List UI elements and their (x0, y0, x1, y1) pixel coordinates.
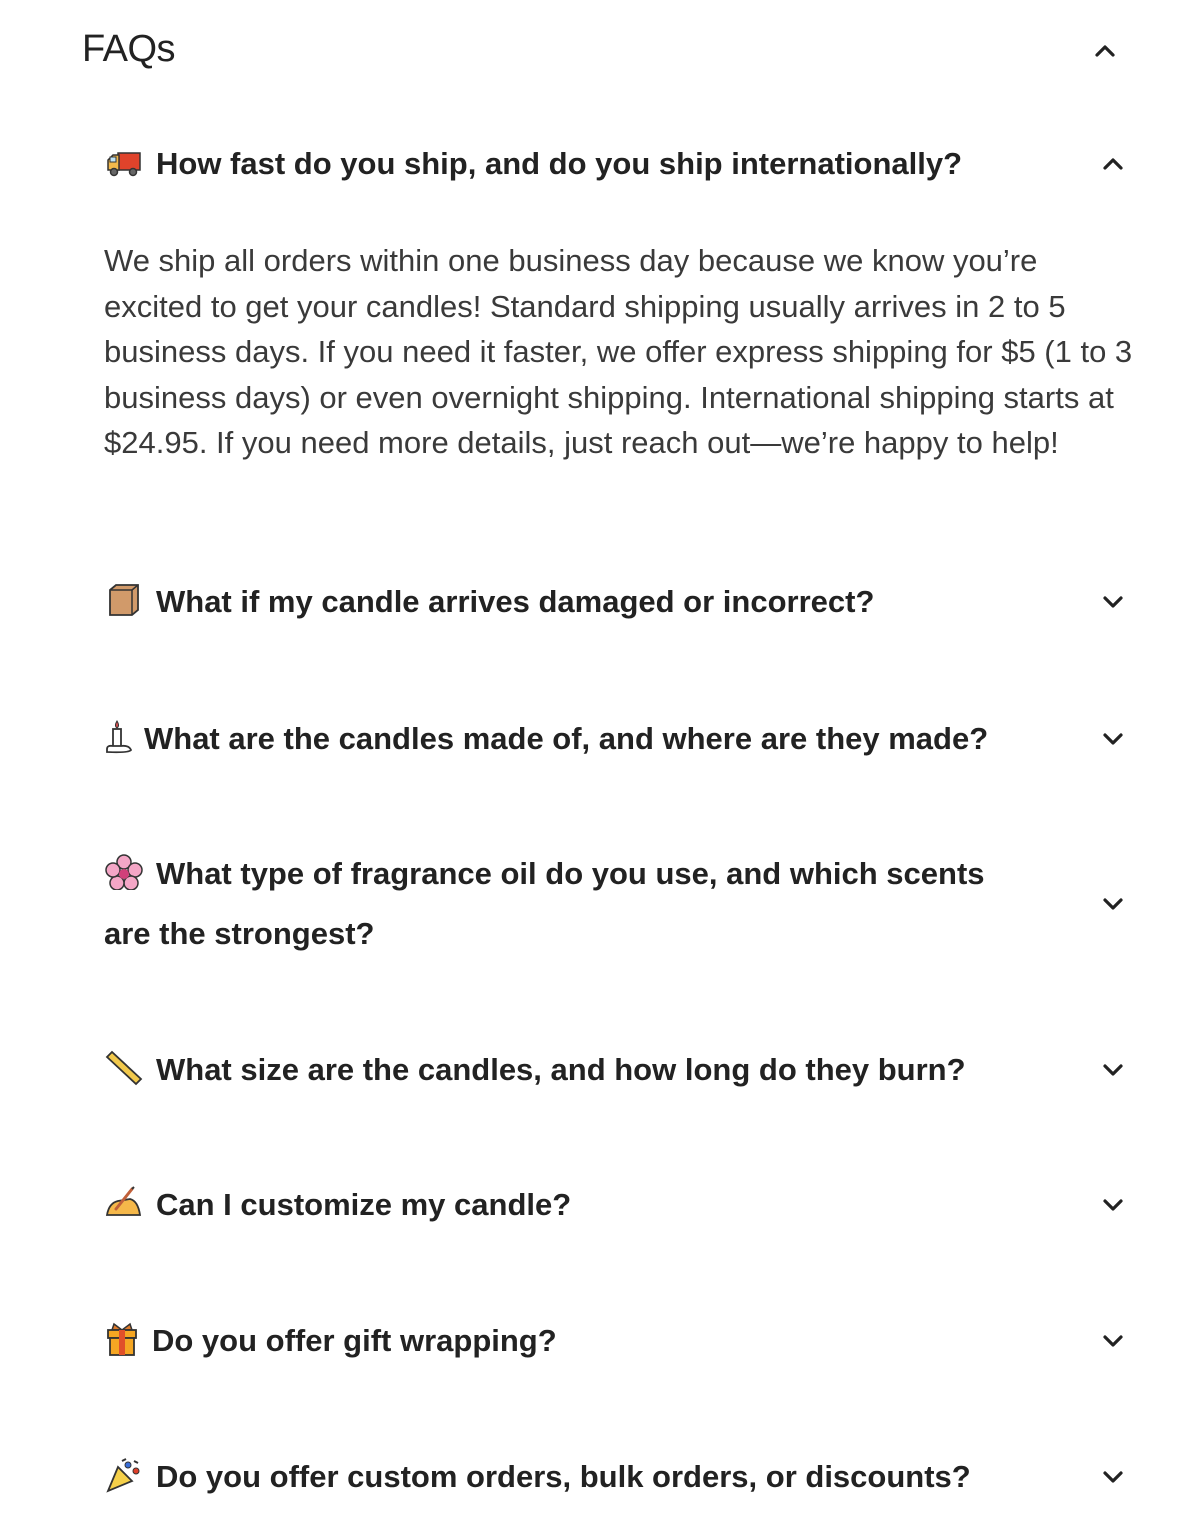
gift-icon (104, 1321, 140, 1357)
faq-item-fragrance (104, 844, 1144, 964)
faq-question-text: Do you offer custom orders, bulk orders, or discounts? (156, 1459, 971, 1494)
faq-item-gift-wrap (104, 1311, 1144, 1371)
faq-section-header[interactable] (82, 22, 1142, 82)
ruler-icon (104, 1050, 144, 1086)
delivery-truck-icon (104, 144, 144, 180)
faq-item-size (104, 1040, 1144, 1100)
faq-question-button[interactable] (104, 1447, 1144, 1507)
faq-question-text: How fast do you ship, and do you ship internationally? (156, 146, 963, 181)
faq-question-button[interactable] (104, 709, 1144, 769)
chevron-down-icon[interactable] (1098, 724, 1128, 754)
chevron-up-icon[interactable] (1098, 149, 1128, 179)
package-icon (104, 582, 144, 618)
faq-question-text: What if my candle arrives damaged or incorrect? (156, 584, 875, 619)
faq-question-button[interactable] (104, 1040, 1144, 1100)
faq-item-shipping (104, 134, 1144, 466)
chevron-down-icon[interactable] (1098, 1462, 1128, 1492)
chevron-up-icon[interactable] (1090, 36, 1120, 66)
chevron-down-icon[interactable] (1098, 1055, 1128, 1085)
chevron-down-icon[interactable] (1098, 889, 1128, 919)
faq-question-button[interactable] (104, 1311, 1144, 1371)
chevron-down-icon[interactable] (1098, 1326, 1128, 1356)
faq-item-materials (104, 709, 1144, 769)
faq-question-text: Do you offer gift wrapping? (152, 1323, 557, 1358)
faq-item-damaged (104, 572, 1144, 632)
chevron-down-icon[interactable] (1098, 587, 1128, 617)
chevron-down-icon[interactable] (1098, 1190, 1128, 1220)
faq-item-customize (104, 1175, 1144, 1235)
faq-question-text: What are the candles made of, and where are they made? (144, 721, 989, 756)
writing-hand-icon (104, 1185, 144, 1221)
faq-answer-text: We ship all orders within one business day because we know you’re excited to get your candles! Standard shipping usually arrives in 2 to 5 business days. If you need it faster, we offer express shipping for $5 (1 to 3 business days) or even overnight shipping. International shipping starts at $24.95. If you need more details, just reach out—we’re happy to help! (104, 243, 1133, 461)
faq-question-text: What type of fragrance oil do you use, and which scents are the strongest? (104, 856, 985, 951)
faq-question-button[interactable] (104, 134, 1144, 194)
faq-question-button[interactable] (104, 1175, 1144, 1235)
party-popper-icon (104, 1457, 144, 1493)
faq-item-custom-orders (104, 1447, 1144, 1507)
faq-title: FAQs (82, 28, 176, 70)
faq-question-button[interactable] (104, 572, 1144, 632)
faq-question-text: What size are the candles, and how long do they burn? (156, 1052, 966, 1087)
candle-icon (104, 719, 134, 755)
faq-question-text: Can I customize my candle? (156, 1187, 572, 1222)
cherry-blossom-icon (104, 854, 144, 890)
faq-question-button[interactable] (104, 844, 1144, 964)
